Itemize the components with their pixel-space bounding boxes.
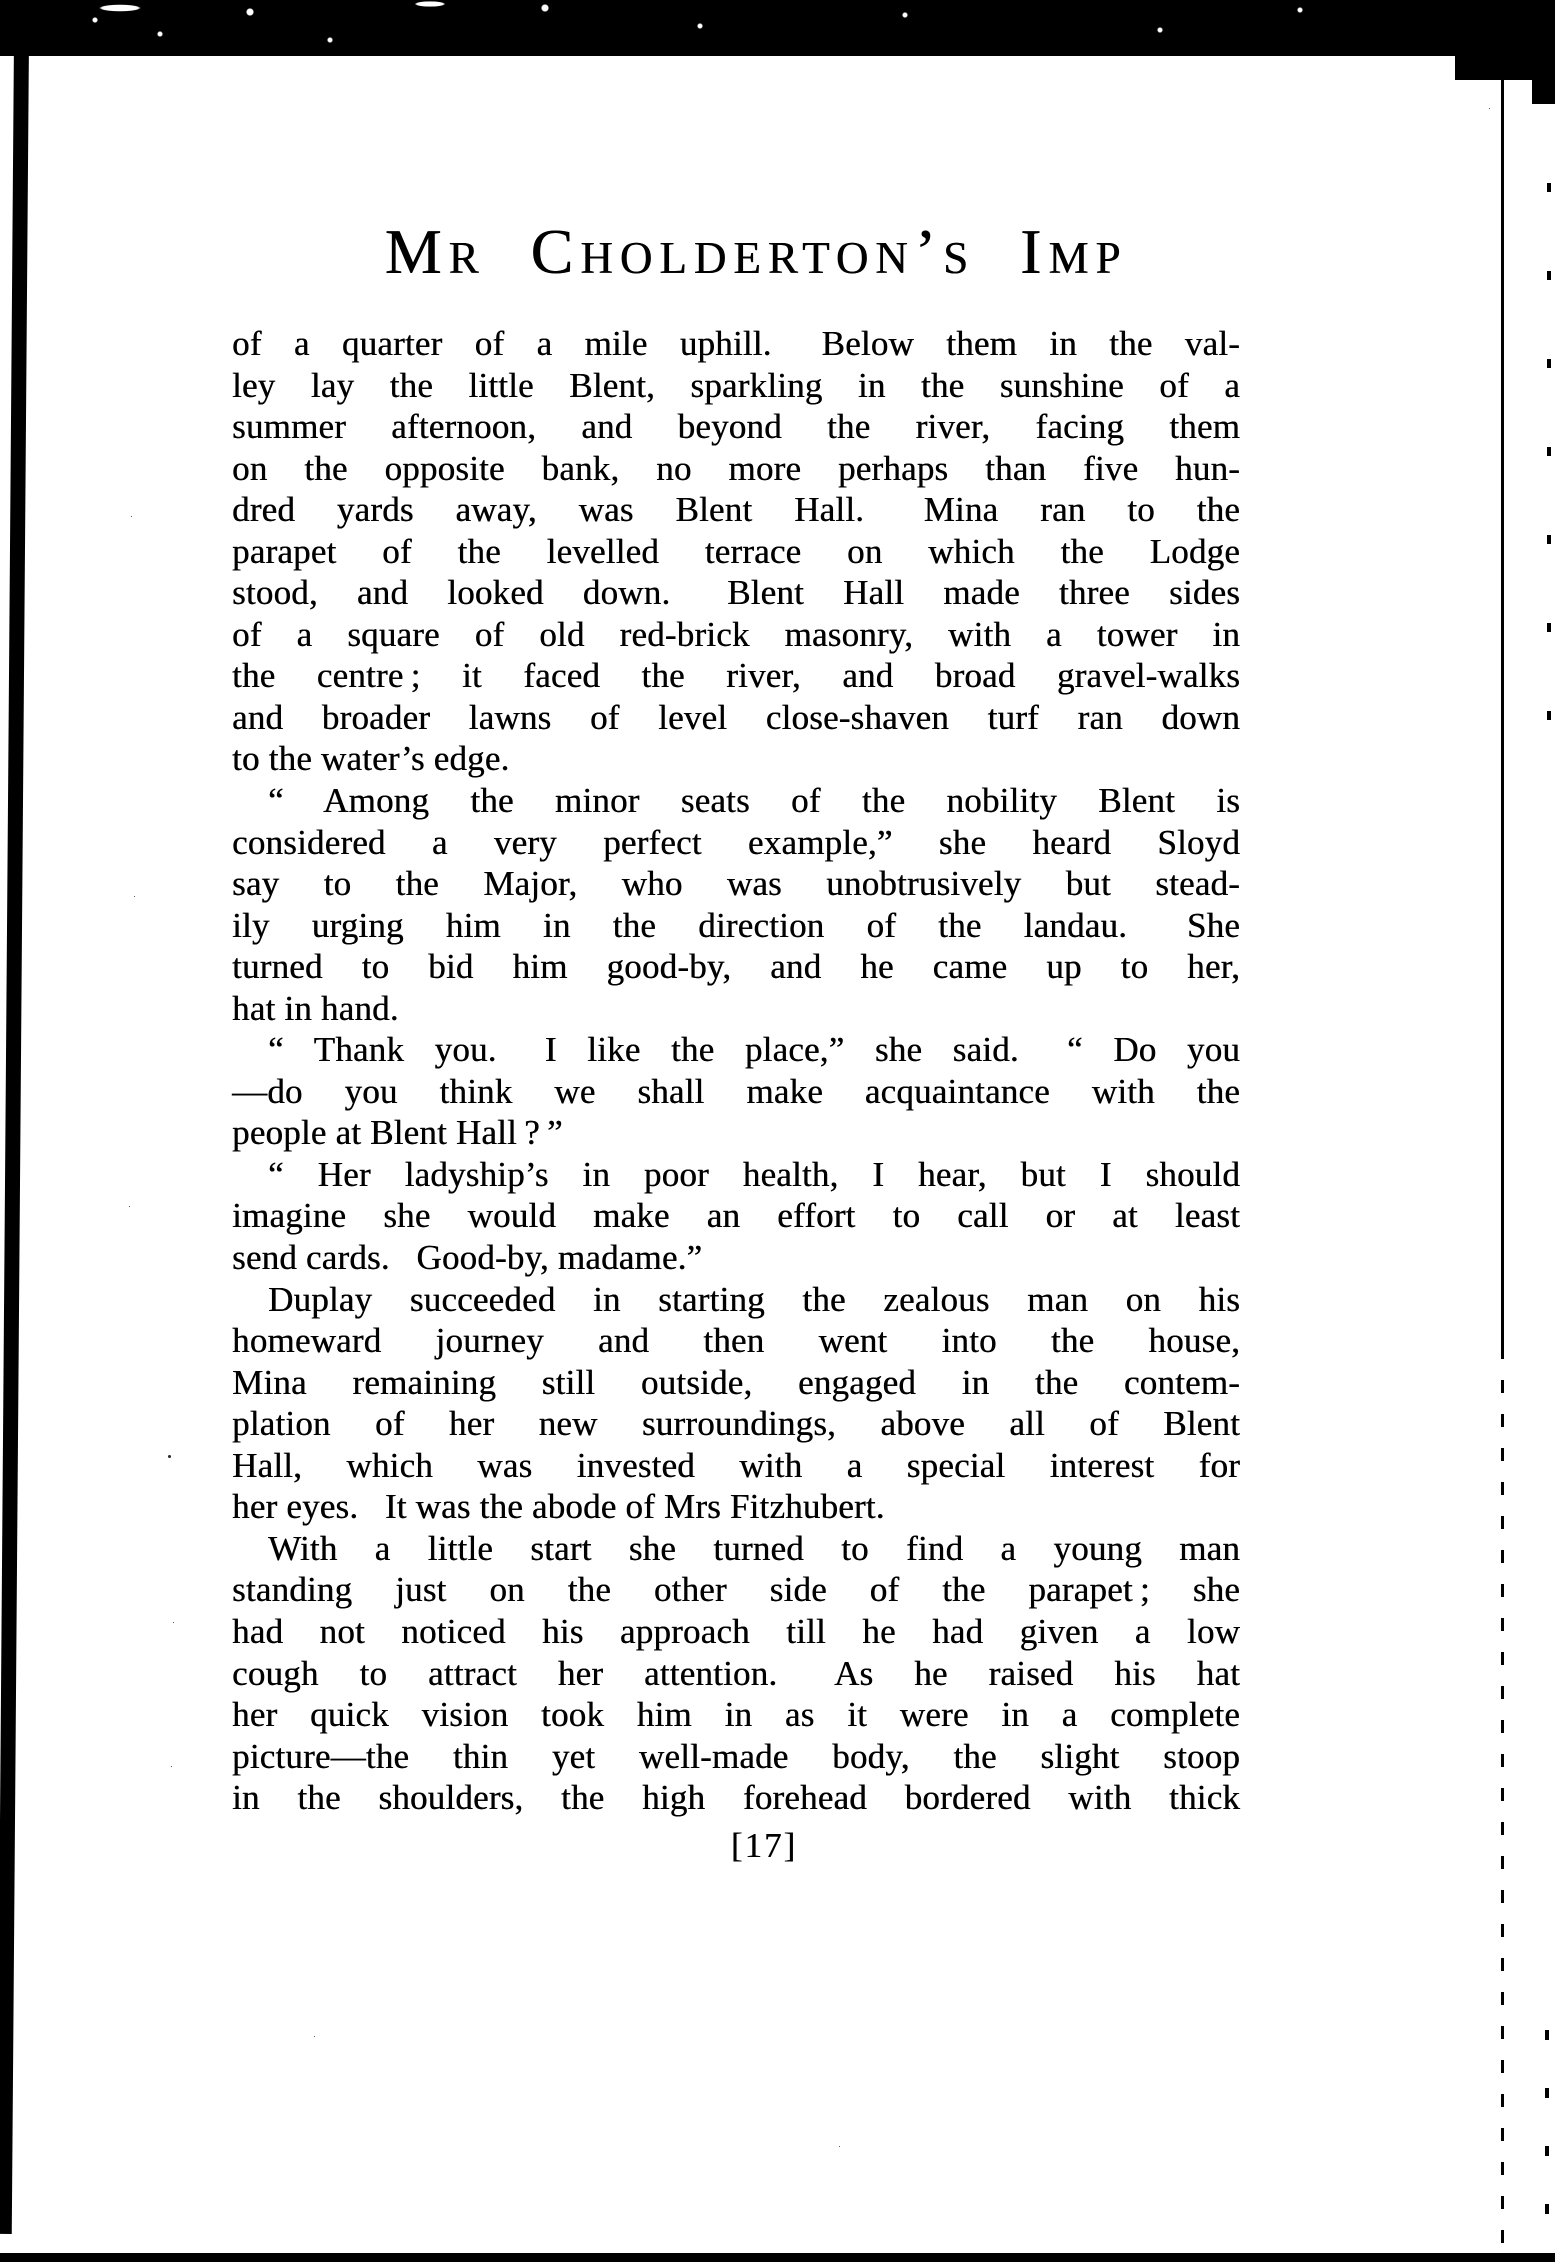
text-line: dred yards away, was Blent Hall. Mina ran to the — [232, 490, 1240, 530]
text-line: people at Blent Hall ? ” — [232, 1113, 563, 1153]
text-block — [232, 323, 1240, 1819]
text-line: With a little start she turned to find a young man — [268, 1528, 1240, 1568]
text-line: considered a very perfect example,” she heard Sloyd — [232, 822, 1240, 862]
text-line: summer afternoon, and beyond the river, facing them — [232, 407, 1240, 447]
text-line: picture—the thin yet well-made body, the slight stoop — [232, 1736, 1240, 1776]
text-line: plation of her new surroundings, above all of Blent — [232, 1404, 1240, 1444]
text-line: in the shoulders, the high forehead bordered with thick — [232, 1778, 1240, 1818]
text-line: say to the Major, who was unobtrusively but stead- — [232, 864, 1240, 904]
text-line: parapet of the levelled terrace on which the Lodge — [232, 531, 1240, 571]
scan-left-gutter-bar — [0, 38, 29, 2234]
scan-right-edge-line-dashed — [1501, 1346, 1504, 2252]
text-line: turned to bid him good-by, and he came up to her, — [232, 947, 1240, 987]
text-line: her quick vision took him in as it were in a complete — [232, 1695, 1240, 1735]
text-line: the centre ; it faced the river, and broad gravel-walks — [232, 656, 1240, 696]
text-line: stood, and looked down. Blent Hall made three sides — [232, 573, 1240, 613]
text-line: to the water’s edge. — [232, 739, 510, 779]
text-line: ley lay the little Blent, sparkling in the sunshine of a — [232, 365, 1240, 405]
scan-bottom-strip — [0, 2253, 1555, 2262]
text-line: of a square of old red-brick masonry, with a tower in — [232, 614, 1240, 654]
text-line: of a quarter of a mile uphill. Below them in the val- — [232, 324, 1240, 363]
text-line: cough to attract her attention. As he raised his hat — [232, 1653, 1240, 1693]
scan-far-right-dashes-bottom — [1545, 2030, 1549, 2256]
text-line: hat in hand. — [232, 988, 399, 1028]
text-line: on the opposite bank, no more perhaps than five hun- — [232, 448, 1240, 488]
text-line: Duplay succeeded in starting the zealous man on his — [268, 1279, 1240, 1319]
text-line: Hall, which was invested with a special interest for — [232, 1445, 1240, 1485]
text-line: had not noticed his approach till he had given a low — [232, 1611, 1240, 1651]
scan-top-band — [0, 0, 1555, 56]
text-line: Mina remaining still outside, engaged in the contem- — [232, 1362, 1240, 1402]
text-line: homeward journey and then went into the house, — [232, 1321, 1240, 1361]
scan-top-corner-blob — [1532, 56, 1555, 104]
text-line: ily urging him in the direction of the landau. She — [232, 905, 1240, 945]
text-line: and broader lawns of level close-shaven turf ran down — [232, 697, 1240, 737]
text-line: “ Thank you. I like the place,” she said. “ Do you — [268, 1030, 1240, 1070]
scan-noise-dots — [168, 1455, 171, 1458]
page-number: [17] — [730, 1826, 798, 1865]
text-line: “ Among the minor seats of the nobility Blent is — [268, 781, 1240, 821]
text-line: her eyes. It was the abode of Mrs Fitzhubert. — [232, 1487, 885, 1527]
text-line: —do you think we shall make acquaintance with the — [232, 1071, 1240, 1111]
scan-right-edge-line — [1501, 56, 1504, 1346]
text-line: standing just on the other side of the parapet ; she — [232, 1570, 1240, 1610]
text-line: imagine she would make an effort to call or at least — [232, 1196, 1240, 1236]
running-header: Mr Cholderton’s Imp — [384, 216, 1128, 287]
scan-far-right-dashes — [1547, 95, 1551, 755]
text-line: “ Her ladyship’s in poor health, I hear, but I should — [268, 1154, 1240, 1194]
text-line: send cards. Good-by, madame.” — [232, 1238, 703, 1278]
